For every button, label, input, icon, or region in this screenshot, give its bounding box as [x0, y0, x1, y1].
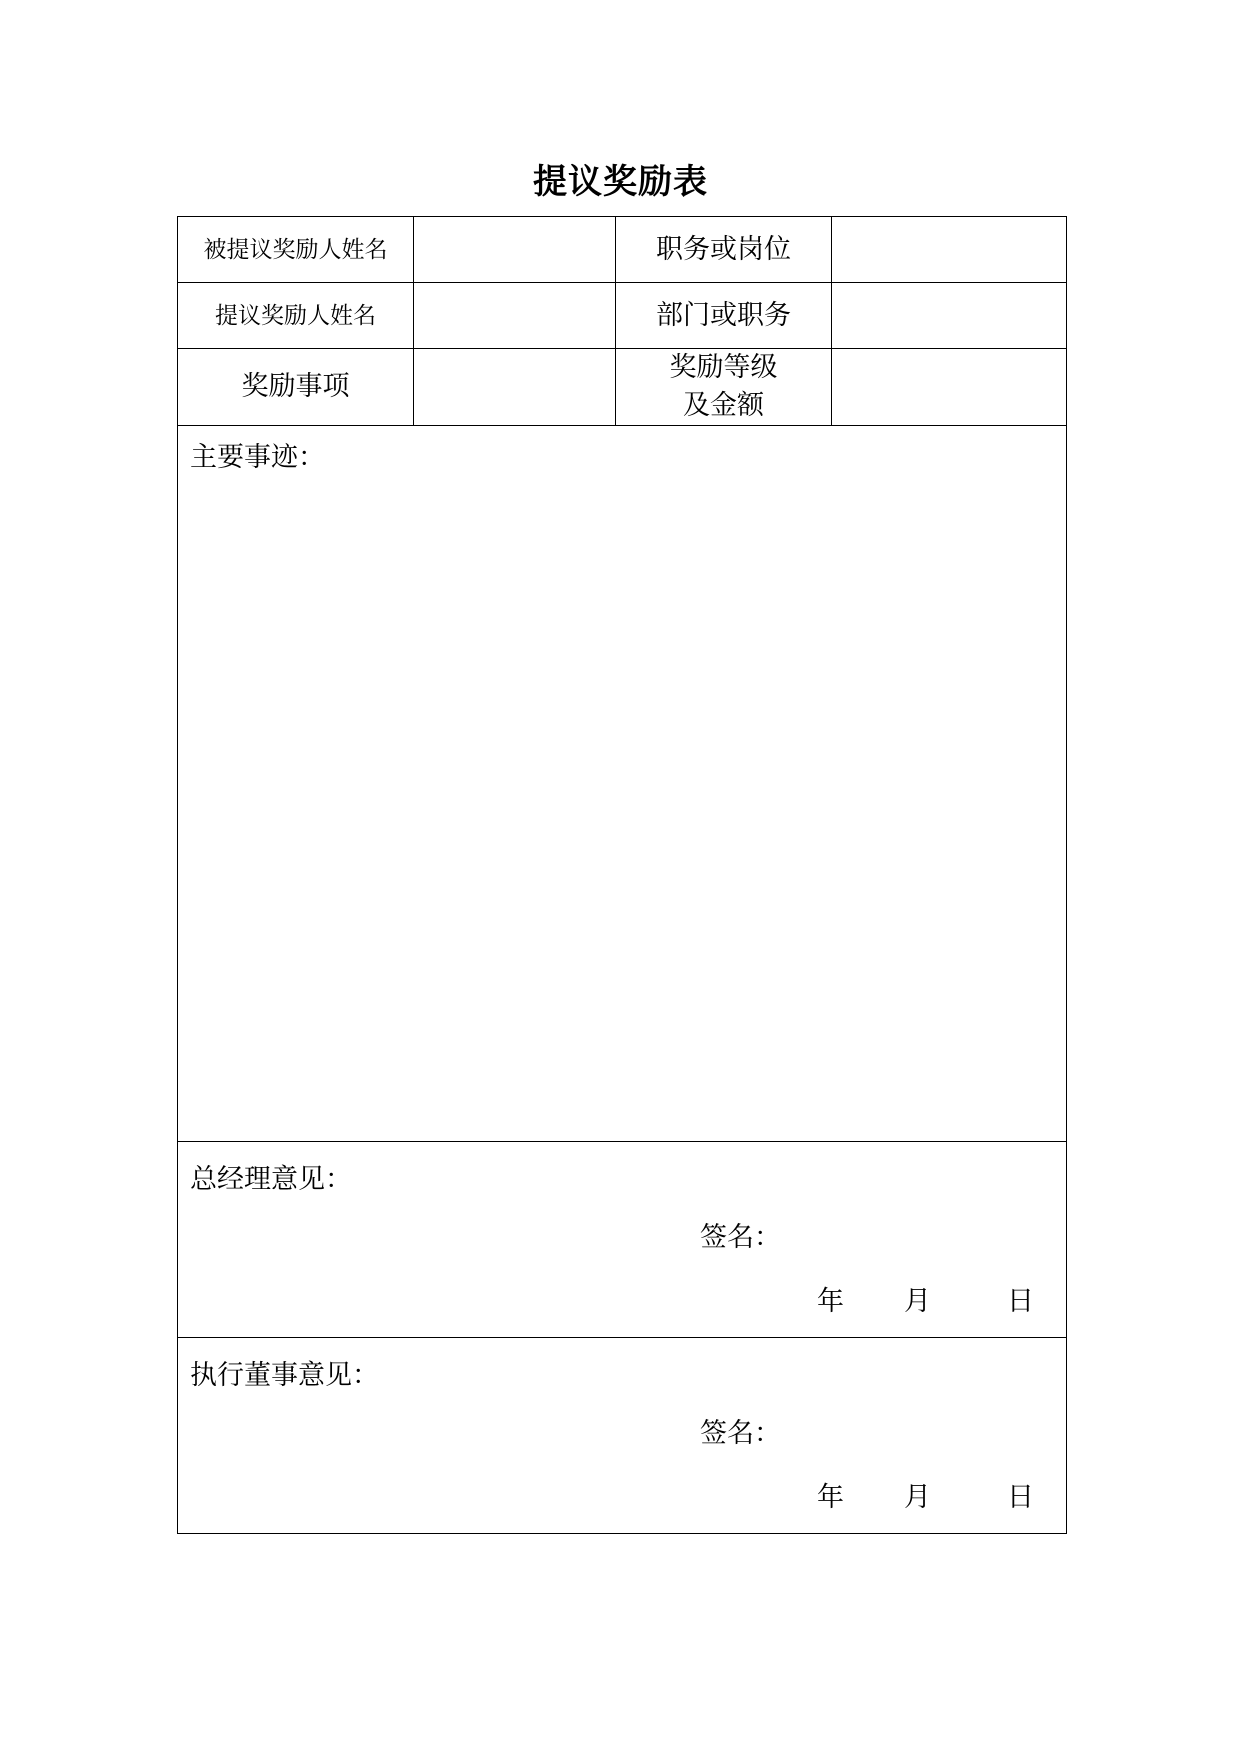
director-opinion-area[interactable]: [178, 1338, 1067, 1534]
main-deeds-label: 主要事迹：: [190, 442, 325, 473]
table-row: [178, 1338, 1067, 1534]
gm-date-year: 年: [817, 1286, 844, 1317]
gm-opinion-label: 总经理意见：: [190, 1164, 352, 1195]
reward-level-label: [616, 349, 832, 426]
nominee-name-field[interactable]: [414, 217, 616, 283]
director-opinion-label: 执行董事意见：: [190, 1360, 379, 1391]
reward-proposal-table: [177, 216, 1067, 1534]
table-row: [178, 426, 1067, 1142]
table-row: [178, 283, 1067, 349]
director-signature-label: 签名：: [700, 1418, 781, 1449]
main-deeds-area[interactable]: [178, 426, 1067, 1142]
reward-item-label: 奖励事项: [178, 349, 414, 426]
position-label: 职务或岗位: [616, 217, 832, 283]
director-date-year: 年: [817, 1482, 844, 1513]
gm-signature-label: 签名：: [700, 1222, 781, 1253]
position-field[interactable]: [832, 217, 1067, 283]
reward-item-field[interactable]: [414, 349, 616, 426]
table-row: [178, 217, 1067, 283]
gm-opinion-area[interactable]: [178, 1142, 1067, 1338]
table-row: [178, 349, 1067, 426]
proposer-name-label: 提议奖励人姓名: [178, 283, 414, 349]
reward-level-label-line1: 奖励等级: [669, 352, 778, 383]
department-label: 部门或职务: [616, 283, 832, 349]
gm-date-day: 日: [1007, 1286, 1034, 1317]
director-date-month: 月: [904, 1482, 931, 1513]
nominee-name-label: 被提议奖励人姓名: [178, 217, 414, 283]
table-row: [178, 1142, 1067, 1338]
reward-level-field[interactable]: [832, 349, 1067, 426]
department-field[interactable]: [832, 283, 1067, 349]
gm-date-month: 月: [904, 1286, 931, 1317]
director-date-day: 日: [1007, 1482, 1034, 1513]
reward-level-label-line2: 及金额: [683, 390, 764, 421]
proposer-name-field[interactable]: [414, 283, 616, 349]
form-title: 提议奖励表: [533, 162, 708, 202]
